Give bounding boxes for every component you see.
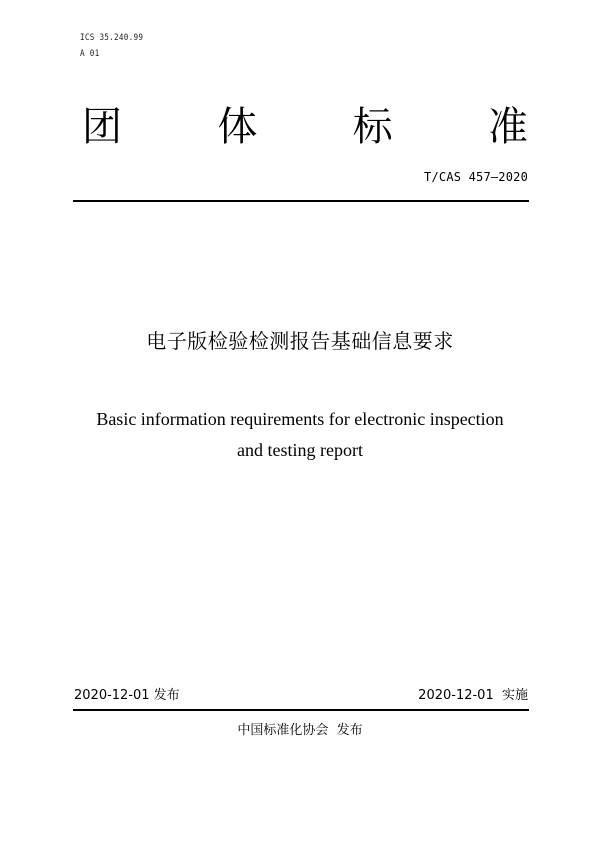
implement-date: 2020-12-01 实施	[418, 688, 528, 703]
bottom-divider	[73, 709, 529, 711]
standard-number: T/CAS 457—2020	[424, 170, 528, 184]
english-title-line-1: Basic information requirements for electronic inspection	[96, 409, 504, 429]
classification-code: A 01	[80, 49, 100, 59]
publisher: 中国标准化协会 发布	[237, 723, 363, 738]
chinese-title: 电子版检验检测报告基础信息要求	[146, 329, 454, 353]
document-type-char: 准	[487, 104, 528, 150]
document-type-char: 团	[82, 104, 122, 150]
top-divider	[73, 200, 529, 202]
document-type-char: 体	[217, 104, 258, 150]
document-type-char: 标	[352, 104, 393, 150]
ics-code: ICS 35.240.99	[80, 33, 144, 43]
english-title-line-2: and testing report	[237, 440, 363, 460]
publish-date: 2020-12-01 发布	[74, 688, 180, 703]
document-type-heading	[82, 104, 528, 150]
